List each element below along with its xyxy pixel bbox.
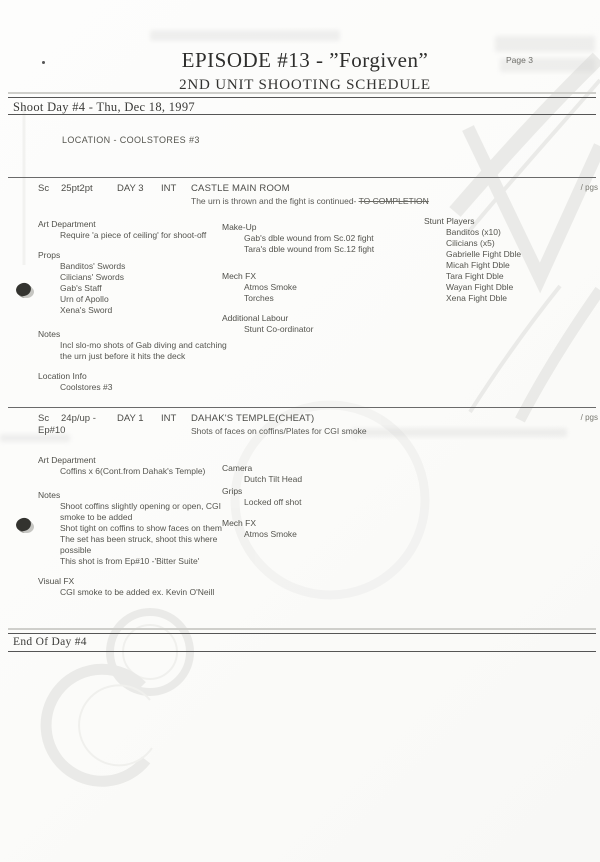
section-location-info [38, 371, 238, 393]
divider [8, 633, 596, 634]
section-item: Dutch Tilt Head [244, 474, 303, 484]
section-label: Notes [38, 329, 61, 339]
section-item: Shot tight on coffins to show faces on them [60, 523, 222, 533]
section-visual-fx [38, 576, 238, 598]
scene-header [0, 413, 600, 425]
section-item: Stunt Co-ordinator [244, 324, 314, 334]
divider [8, 92, 596, 94]
section-make-up [222, 222, 417, 255]
scene-description-text: Shots of faces on coffins/Plates for CGI smoke [191, 426, 367, 436]
scene-day: DAY 3 [117, 183, 144, 194]
scene-number: 24p/up - [61, 413, 96, 424]
section-label: Camera [222, 463, 253, 473]
page-number: Page 3 [506, 55, 533, 65]
section-item: Require 'a piece of ceiling' for shoot-off [60, 230, 207, 240]
scene-block-24p-up [0, 407, 600, 629]
section-item: Atmos Smoke [244, 282, 297, 292]
section-label: Notes [38, 490, 61, 500]
scene-prefix: Sc [38, 413, 50, 424]
section-item: Shoot coffins slightly opening or open, CGI smoke to be added [60, 501, 221, 522]
scene-column-left [38, 219, 238, 402]
scene-day: DAY 1 [117, 413, 144, 424]
section-item: Xena's Sword [60, 305, 113, 315]
scene-header [0, 183, 600, 195]
scene-number: 25pt2pt [61, 183, 93, 194]
scene-int-ext: INT [161, 183, 177, 194]
section-notes [38, 490, 238, 567]
section-art-department [38, 455, 238, 477]
section-label: Location Info [38, 371, 87, 381]
section-label: Stunt Players [424, 216, 475, 226]
scene-set-name: DAHAK'S TEMPLE(CHEAT) [191, 413, 315, 424]
divider [8, 628, 596, 630]
scene-set-name: CASTLE MAIN ROOM [191, 183, 290, 194]
scene-description-emphasis: TO COMPLETION [358, 196, 429, 206]
section-label: Make-Up [222, 222, 257, 232]
scene-description [191, 196, 429, 206]
scene-page-count: / pgs [580, 183, 598, 192]
section-mech-fx [222, 518, 417, 540]
scene-episode-note: Ep#10 [38, 425, 66, 436]
section-item: Cilicians (x5) [446, 238, 495, 248]
location-banner: LOCATION - COOLSTORES #3 [62, 135, 200, 145]
scan-artifact [150, 30, 340, 41]
divider [8, 97, 596, 98]
section-stunt-players [424, 216, 594, 304]
shoot-day-banner: Shoot Day #4 - Thu, Dec 18, 1997 [13, 100, 195, 114]
section-item: CGI smoke to be added ex. Kevin O'Neill [60, 587, 215, 597]
episode-title: EPISODE #13 - ”Forgiven” [181, 48, 429, 72]
section-label: Art Department [38, 219, 96, 229]
section-notes [38, 329, 238, 362]
scene-column-middle [222, 463, 417, 549]
section-item: Coffins x 6(Cont.from Dahak's Temple) [60, 466, 206, 476]
divider [8, 651, 596, 652]
section-item: Cilicians' Swords [60, 272, 124, 282]
section-item: This shot is from Ep#10 -'Bitter Suite' [60, 556, 200, 566]
scene-description [191, 426, 367, 436]
section-label: Mech FX [222, 271, 257, 281]
section-item: Urn of Apollo [60, 294, 109, 304]
section-label: Additional Labour [222, 313, 289, 323]
schedule-subtitle: 2ND UNIT SHOOTING SCHEDULE [179, 77, 431, 93]
section-item: The set has been struck, shoot this where possible [60, 534, 218, 555]
section-label: Mech FX [222, 518, 257, 528]
section-item: Coolstores #3 [60, 382, 113, 392]
section-item: Incl slo-mo shots of Gab diving and catching the urn just before it hits the deck [60, 340, 227, 361]
section-item: Torches [244, 293, 274, 303]
section-label: Visual FX [38, 576, 75, 586]
section-item: Tara's dble wound from Sc.12 fight [244, 244, 375, 254]
section-item: Tara Fight Dble [446, 271, 504, 281]
scene-column-middle [222, 222, 417, 344]
section-grips [222, 486, 417, 508]
header [120, 48, 490, 94]
section-mech-fx [222, 271, 417, 304]
scene-column-right [424, 216, 594, 313]
section-item: Micah Fight Dble [446, 260, 510, 270]
section-camera [222, 463, 417, 485]
section-props [38, 250, 238, 316]
scene-description-text: The urn is thrown and the fight is continued- [191, 196, 359, 206]
section-item: Xena Fight Dble [446, 293, 507, 303]
section-label: Grips [222, 486, 243, 496]
section-item: Banditos (x10) [446, 227, 501, 237]
end-of-day-banner: End Of Day #4 [13, 636, 87, 648]
divider [8, 114, 596, 115]
section-item: Atmos Smoke [244, 529, 297, 539]
section-item: Banditos' Swords [60, 261, 126, 271]
scene-block-25pt2pt [0, 177, 600, 407]
ink-speck [42, 61, 45, 64]
scene-column-left [38, 455, 238, 607]
scan-artifact [495, 36, 595, 52]
section-item: Gabrielle Fight Dble [446, 249, 522, 259]
section-item: Locked off shot [244, 497, 302, 507]
scene-page-count: / pgs [580, 413, 598, 422]
section-art-department [38, 219, 238, 241]
section-label: Props [38, 250, 61, 260]
scene-prefix: Sc [38, 183, 50, 194]
section-item: Wayan Fight Dble [446, 282, 514, 292]
section-additional-labour [222, 313, 417, 335]
section-label: Art Department [38, 455, 96, 465]
section-item: Gab's Staff [60, 283, 102, 293]
section-item: Gab's dble wound from Sc.02 fight [244, 233, 374, 243]
scene-int-ext: INT [161, 413, 177, 424]
